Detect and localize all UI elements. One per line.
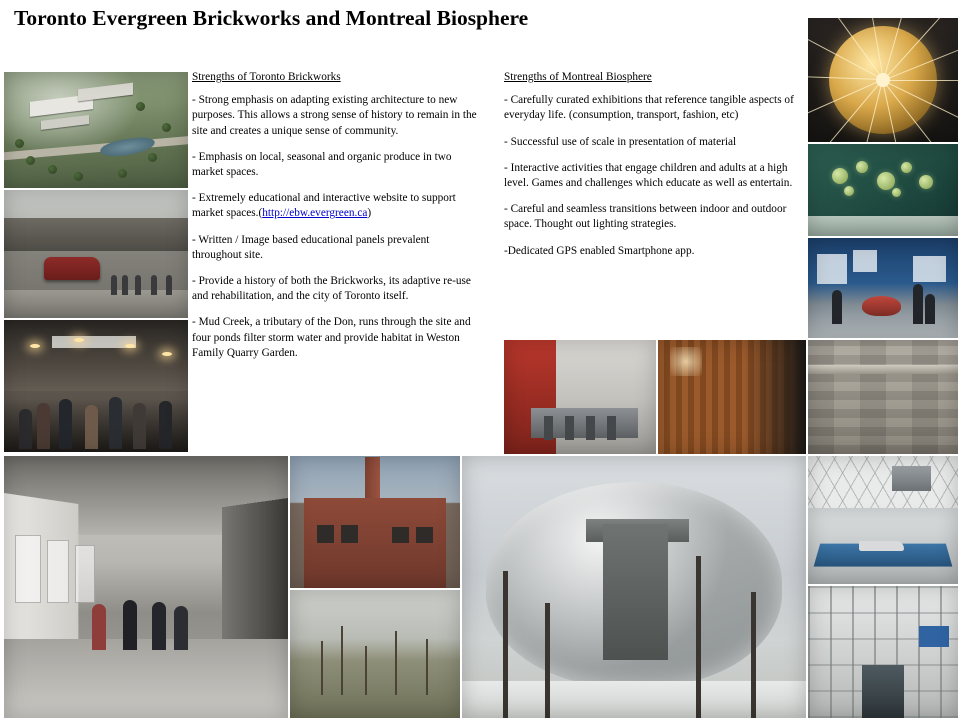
text-column-montreal bbox=[504, 70, 796, 270]
bullet-toronto-1: - Strong emphasis on adapting existing architecture to new purposes. This allows a strong sense of history to remain in the site and creates a unique sense of community. bbox=[192, 94, 477, 137]
image-wood-slat-corridor bbox=[658, 340, 806, 454]
text-column-toronto bbox=[192, 70, 480, 372]
bullet-toronto-5: - Provide a history of both the Brickworks, its adaptive re-use and rehabilitation, and the city of Toronto itself. bbox=[192, 275, 471, 303]
bullet-toronto-3 bbox=[192, 191, 480, 221]
bullet-montreal-5: -Dedicated GPS enabled Smartphone app. bbox=[504, 244, 695, 257]
image-brick-chimney-building bbox=[290, 456, 460, 588]
image-aerial-site-model bbox=[4, 72, 188, 188]
bullet-toronto-4: - Written / Image based educational panels prevalent throughout site. bbox=[192, 233, 430, 261]
evergreen-website-link[interactable]: http://ebw.evergreen.ca bbox=[262, 207, 368, 220]
image-blue-exhibit-hall bbox=[808, 238, 958, 338]
image-red-kitchen-exhibit bbox=[504, 340, 656, 454]
image-market-street-car bbox=[4, 190, 188, 318]
image-glass-entry-stair bbox=[808, 586, 958, 718]
column-heading-toronto: Strengths of Toronto Brickworks bbox=[192, 71, 341, 83]
image-green-wall-display bbox=[808, 144, 958, 236]
paren-close: ) bbox=[367, 207, 372, 220]
image-biosphere-geodesic-dome bbox=[462, 456, 806, 718]
bullet-montreal-1: - Carefully curated exhibitions that reference tangible aspects of everyday life. (consumption, transport, fashion, etc) bbox=[504, 94, 794, 122]
bullet-toronto-6: - Mud Creek, a tributary of the Don, runs through the site and four ponds filter storm water and provide habitat in Weston Family Quarry Garden. bbox=[192, 316, 471, 359]
image-indoor-market-hall bbox=[4, 320, 188, 452]
column-heading-montreal: Strengths of Montreal Biosphere bbox=[504, 71, 652, 83]
image-winter-field-trees bbox=[290, 590, 460, 718]
image-gold-circular-exhibit bbox=[808, 18, 958, 142]
page-title: Toronto Evergreen Brickworks and Montreal Biosphere bbox=[14, 6, 529, 30]
image-blue-water-model bbox=[808, 508, 958, 584]
bullet-montreal-4: - Careful and seamless transitions between indoor and outdoor space. Thought out lighting strategies. bbox=[504, 203, 787, 231]
paren-open: ( bbox=[258, 207, 263, 220]
bullet-toronto-2: - Emphasis on local, seasonal and organic produce in two market spaces. bbox=[192, 150, 452, 179]
bullet-montreal-3: - Interactive activities that engage children and adults at a high level. Games and challenges which educate as well as entertain. bbox=[504, 161, 793, 190]
image-gallery-corridor-visitors bbox=[4, 456, 288, 718]
image-stone-brick-texture bbox=[808, 340, 958, 454]
bullet-toronto-3-text: - Extremely educational and interactive website to support market spaces. bbox=[192, 192, 456, 220]
bullet-montreal-2: - Successful use of scale in presentation of material bbox=[504, 135, 737, 148]
